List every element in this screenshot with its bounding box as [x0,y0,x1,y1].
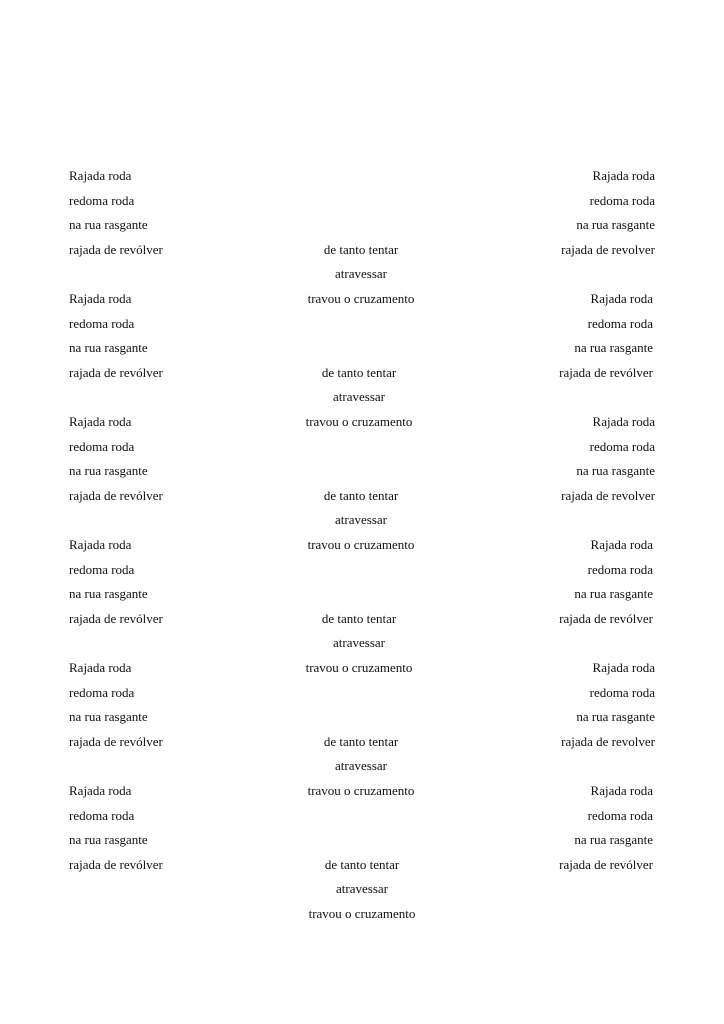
center-poem-line: de tanto tentar [321,610,397,626]
left-poem-line: redoma roda [69,684,135,700]
center-poem-line: travou o cruzamento [307,537,415,552]
right-poem-line: redoma roda [587,807,653,823]
center-poem-line: travou o cruzamento [305,414,413,429]
center-poem-line: de tanto tentar [321,364,397,380]
left-poem-line: rajada de revólver [69,610,163,626]
right-poem-line: rajada de revólver [559,364,653,380]
left-poem-line: na rua rasgante [69,340,148,356]
left-poem-line: rajada de revólver [69,364,163,380]
right-poem-line: redoma roda [589,438,655,454]
right-poem-line: Rajada roda [590,783,653,798]
center-poem-line: de tanto tentar [324,856,400,872]
right-poem-line: redoma roda [587,315,653,331]
left-poem-line: Rajada roda [69,660,132,675]
left-poem-line: redoma roda [69,807,135,823]
center-poem-line: atravessar [333,389,385,405]
right-poem-line: Rajada roda [592,414,655,429]
right-poem-line: na rua rasgante [576,709,655,725]
left-poem-line: redoma roda [69,315,135,331]
right-poem-line: rajada de revolver [561,733,655,749]
left-poem-line: redoma roda [69,438,135,454]
left-poem-line: na rua rasgante [69,832,148,848]
left-poem-line: rajada de revólver [69,241,163,257]
right-poem-line: rajada de revólver [559,856,653,872]
center-poem-line: atravessar [336,881,388,897]
center-poem-line: atravessar [335,266,387,282]
left-poem-line: na rua rasgante [69,586,148,602]
left-poem-line: Rajada roda [69,537,132,552]
right-poem-line: rajada de revolver [561,487,655,503]
center-poem-line: travou o cruzamento [305,660,413,675]
center-poem-line: de tanto tentar [323,733,399,749]
right-poem-line: redoma roda [589,192,655,208]
left-poem-line: rajada de revólver [69,856,163,872]
left-poem-line: Rajada roda [69,291,132,306]
left-poem-line: Rajada roda [69,414,132,429]
left-poem-line: redoma roda [69,561,135,577]
right-poem-line: redoma roda [587,561,653,577]
right-poem-line: Rajada roda [590,537,653,552]
left-poem-line: rajada de revólver [69,487,163,503]
right-poem-line: rajada de revolver [561,241,655,257]
left-poem-line: Rajada roda [69,783,132,798]
left-poem-line: na rua rasgante [69,217,148,233]
left-poem-line: Rajada roda [69,168,132,183]
right-poem-line: redoma roda [589,684,655,700]
left-poem-line: na rua rasgante [69,463,148,479]
right-poem-line: Rajada roda [592,168,655,183]
center-poem-line: atravessar [335,512,387,528]
center-poem-line: atravessar [335,758,387,774]
center-poem-line: travou o cruzamento [307,783,415,798]
right-poem-line: na rua rasgante [574,832,653,848]
right-poem-line: na rua rasgante [574,586,653,602]
center-poem-line: travou o cruzamento [308,906,416,921]
center-poem-line: travou o cruzamento [307,291,415,306]
center-poem-line: atravessar [333,635,385,651]
right-poem-line: Rajada roda [592,660,655,675]
left-poem-line: redoma roda [69,192,135,208]
right-poem-line: rajada de revólver [559,610,653,626]
left-poem-line: na rua rasgante [69,709,148,725]
center-poem-line: de tanto tentar [323,487,399,503]
left-poem-line: rajada de revólver [69,733,163,749]
right-poem-line: na rua rasgante [576,463,655,479]
center-poem-line: de tanto tentar [323,241,399,257]
right-poem-line: na rua rasgante [576,217,655,233]
right-poem-line: na rua rasgante [574,340,653,356]
right-poem-line: Rajada roda [590,291,653,306]
